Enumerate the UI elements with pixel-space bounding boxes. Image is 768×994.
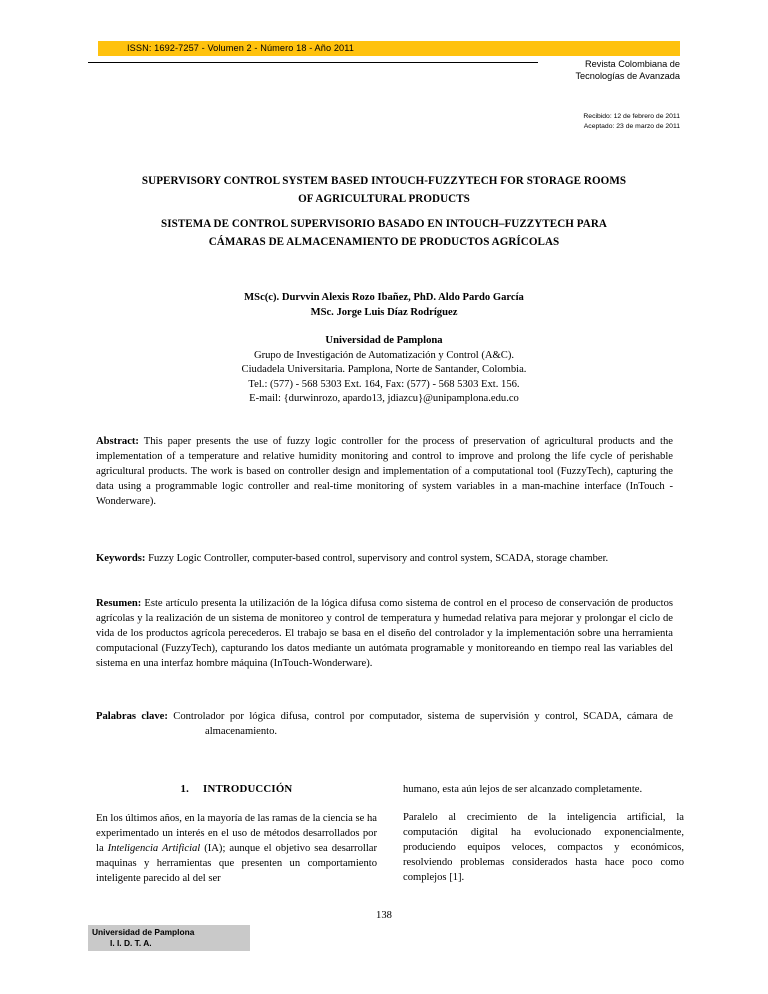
section-title: INTRODUCCIÓN — [203, 783, 293, 795]
keywords-label: Keywords: — [96, 553, 146, 564]
palabras-clave-text: Controlador por lógica difusa, control por computador, sistema de supervisión y control, SCADA, cámara de almacenamiento. — [167, 711, 673, 738]
author-list — [134, 291, 634, 320]
palabras-clave-label: Palabras clave: — [96, 711, 168, 722]
body-paragraph: Paralelo al crecimiento de la inteligencia artificial, la computación digital ha evolucionado exponencialmente, produciendo equipos veloces, compactos y económicos, resolviendo problemas considerados hasta hace poco como complejos [1]. — [403, 812, 684, 884]
journal-name — [380, 59, 680, 82]
intro-text-italic: Inteligencia Artificial — [107, 843, 201, 855]
submission-dates — [380, 112, 680, 131]
affiliation-block — [134, 334, 634, 407]
footer-line-2: I. I. D. T. A. — [110, 938, 152, 949]
affiliation-phone: Tel.: (577) - 568 5303 Ext. 164, Fax: (577) - 568 5303 Ext. 156. — [248, 378, 520, 390]
keywords-block — [96, 551, 673, 566]
affiliation-email: E-mail: {durwinrozo, apardo13, jdiazcu}@unipamplona.edu.co — [249, 393, 519, 404]
paper-title-english: SUPERVISORY CONTROL SYSTEM BASED INTOUCH-FUZZYTECH FOR STORAGE ROOMS OF AGRICULTURAL PRODUCTS — [141, 175, 627, 205]
intro-text-a: En los últimos años, en la mayoría de las ramas de la ciencia se ha experimentado un interés en el uso de métodos desarrollados por la — [96, 813, 377, 855]
abstract-text: This paper presents the use of fuzzy logic controller for the process of preservation of agricultural products and the implementation of a temperature and relative humidity monitoring and control to improve and prolong the life cycle of perishable agricultural products. The work is based on controller design and implementation of a computational tool (FuzzyTech), capturing the data using a programmable logic controller and real-time monitoring of system variables in a man-machine interface (InTouch - Wonderware). — [96, 436, 673, 508]
resumen-block — [96, 596, 673, 671]
affiliation-group: Grupo de Investigación de Automatización y Control (A&C). — [253, 349, 515, 361]
date-accepted: Aceptado: 23 de marzo de 2011 — [583, 122, 680, 130]
author-line-1: MSc(c). Durvvin Alexis Rozo Ibañez, PhD. Aldo Pardo García — [244, 292, 524, 303]
body-paragraph: humano, esta aún lejos de ser alcanzado completamente. — [403, 784, 643, 795]
abstract-block — [96, 434, 673, 509]
body-column-right — [403, 782, 684, 886]
section-number: 1. — [180, 783, 190, 795]
paper-title-spanish: SISTEMA DE CONTROL SUPERVISORIO BASADO EN INTOUCH–FUZZYTECH PARA CÁMARAS DE ALMACENAMIENTO DE PRODUCTOS AGRÍCOLAS — [161, 218, 607, 248]
body-paragraph — [96, 811, 377, 886]
journal-name-line1: Revista Colombiana de — [585, 59, 680, 69]
keywords-text: Fuzzy Logic Controller, computer-based control, supervisory and control system, SCADA, storage chamber. — [145, 553, 609, 564]
resumen-text: Este artículo presenta la utilización de la lógica difusa como sistema de control en el proceso de conservación de productos agrícolas y la realización de un sistema de monitoreo y control de temperatura y humedad relativa para mejorar y prolongar el ciclo de vida de los productos agrícola perecederos. El trabajo se basa en el diseño del controlador y la implementación sobre una herramienta computacional (FuzzyTech), capturando los datos mediante un autómata programable y monitoreando en tiempo real las variables del sistema en una interfaz hombre máquina (InTouch-Wonderware). — [96, 598, 673, 670]
footer-line-1: Universidad de Pamplona — [92, 927, 195, 937]
journal-name-line2: Tecnologías de Avanzada — [575, 70, 680, 81]
author-line-2: MSc. Jorge Luis Díaz Rodríguez — [310, 306, 458, 318]
affiliation-university: Universidad de Pamplona — [325, 335, 443, 346]
footer-institution-text — [92, 927, 267, 950]
section-heading-introduccion — [96, 782, 377, 797]
abstract-label: Abstract: — [96, 436, 139, 447]
affiliation-address: Ciudadela Universitaria. Pamplona, Norte de Santander, Colombia. — [241, 364, 527, 375]
issn-line: ISSN: 1692-7257 - Volumen 2 - Número 18 - Año 2011 — [127, 43, 354, 53]
body-column-left — [96, 782, 377, 887]
palabras-clave-block — [96, 709, 673, 739]
date-received: Recibido: 12 de febrero de 2011 — [583, 113, 680, 120]
resumen-label: Resumen: — [96, 598, 142, 609]
page-number: 138 — [376, 910, 392, 921]
intro-text-b: (IA); aunque el objetivo sea desarrollar maquinas y herramientas que presenten un comportamiento inteligente parecido al del ser — [96, 843, 378, 885]
